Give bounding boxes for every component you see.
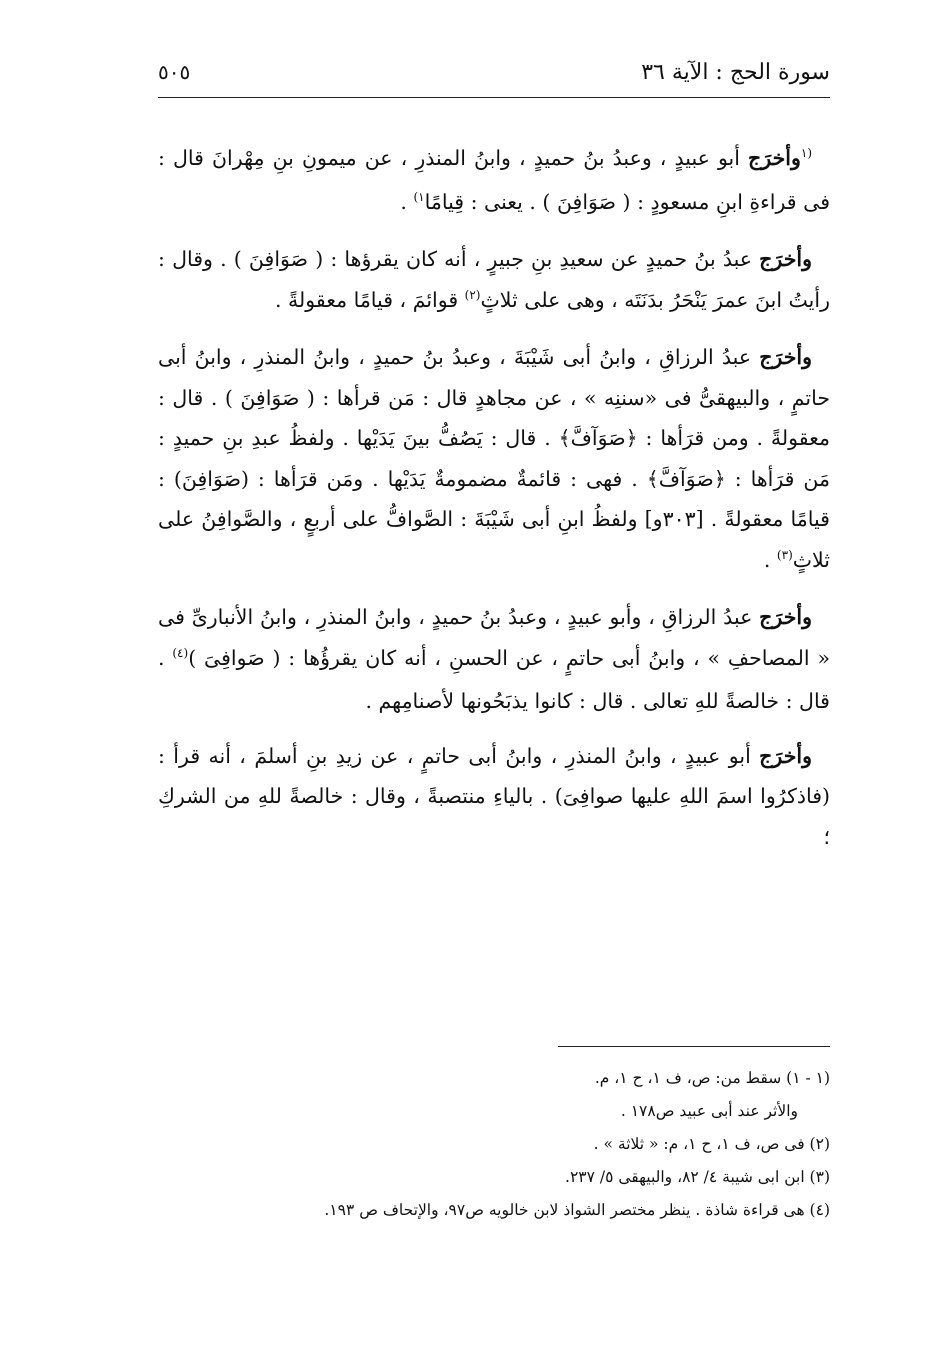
footnote-mark: (١ <box>800 146 812 160</box>
paragraph-tail: قوائمَ ، قيامًا معقولةً . <box>274 287 465 312</box>
paragraph-lead: وأخرَج <box>748 146 801 170</box>
footnote-rule <box>558 1046 830 1047</box>
footnote-mark: (٢) <box>464 287 481 302</box>
paragraph-tail: . <box>400 189 414 214</box>
paragraph-text: عبدُ الرزاقِ ، وابنُ أبى شَيْبَةَ ، وعبدُ بنُ حميدٍ ، وابنُ المنذرِ ، وابنُ أبى حاتمٍ ، والبيهقىُّ فى «سننِه » ، عن مجاهدٍ قال : مَن قرأها : ( صَوَافِنَ ) . قال : معقولةً . ومن قرَأها : ﴿صَوَآفَّ﴾ . قال : يَصُفُّ بينَ يَدَيْها . ولفظُ عبدِ بنِ حميدٍ : مَن قرَأها : ﴿صَوَآفَّ﴾ . فهى : قائمةٌ مضمومةٌ يَدَيْها . ومَن قرَأها : (صَوَافِنَ) : قيامًا معقولةً . [٣٠٣و] ولفظُ ابنِ أبى شَيْبَةَ : الصَّوافُّ على أربعٍ ، والصَّوافِنُ على ثلاثٍ <box>158 345 830 572</box>
paragraph <box>158 736 830 858</box>
paragraph-lead: وأخرَج <box>759 743 812 768</box>
book-page <box>158 52 830 1282</box>
paragraph-text: عبدُ بنُ حميدٍ عن سعيدِ بنِ جبيرٍ ، أنه كان يقرؤها : ( صَوَافِنَ ) . وقال : رأيتُ ابنَ عمرَ يَنْحَرُ بدَنَتَه ، وهى على ثلاثٍ <box>158 247 830 312</box>
paragraph-text: عبدُ الرزاقِ ، وأبو عبيدٍ ، وعبدُ بنُ حميدٍ ، وابنُ المنذرِ ، وابنُ الأنبارىِّ فى « المصاحفِ » ، وابنُ أبى حاتمٍ ، عن الحسنِ ، أنه كان يقرؤُها : ( صَوافِىَ ) <box>158 605 830 670</box>
paragraph-text: أبو عبيدٍ ، وابنُ المنذرِ ، وابنُ أبى حاتمٍ ، عن زيدِ بنِ أسلمَ ، أنه قرأ : (فاذكرُوا اسمَ اللهِ عليها صوافِىَ) . بالياءِ منتصبةً ، وقال : خالصةً للهِ من الشركِ ؛ <box>158 743 830 849</box>
paragraph <box>158 239 830 323</box>
footnote: (٣) ابن ابى شيبة ٤/ ٨٢، والبيهقى ٥/ ٢٣٧. <box>565 1168 830 1186</box>
footnotes <box>158 1062 830 1227</box>
footnote: (١ - ١) سقط من: ص، ف ١، ح ١، م. <box>594 1069 830 1087</box>
header-rule <box>158 97 830 98</box>
paragraph-lead: وأخرَج <box>759 345 812 369</box>
footnote-mark: ١) <box>413 189 425 204</box>
footnote: (٢) فى ص، ف ١، ح ١، م: « ثلاثة » . <box>593 1135 830 1153</box>
main-text <box>158 138 830 871</box>
paragraph-tail: . قال : خالصةً للهِ تعالى . قال : كانوا يذبَحُونها لأصنامِهم . <box>158 645 830 713</box>
footnote-mark: (٤) <box>172 645 189 660</box>
footnote: والأثر عند أبى عبيد ص١٧٨ . <box>620 1102 798 1120</box>
paragraph-tail: . <box>763 547 777 572</box>
paragraph <box>158 138 830 225</box>
paragraph-lead: وأخرَج <box>759 605 812 629</box>
paragraph-text: أبو عبيدٍ ، وعبدُ بنُ حميدٍ ، وابنُ المنذرِ ، عن ميمونِ بنِ مِهْرانَ قال : فى قراءةِ ابنِ مسعودٍ : ( صَوَافِنَ ) . يعنى : قِيامًا <box>158 146 830 214</box>
header-title: سورة الحج : الآية ٣٦ <box>641 59 830 85</box>
page-number: ٥٠٥ <box>158 60 191 84</box>
running-header <box>158 52 830 92</box>
paragraph <box>158 337 830 583</box>
paragraph-lead: وأخرَج <box>759 247 812 271</box>
footnote: (٤) هى قراءة شاذة . ينظر مختصر الشواذ لابن خالويه ص٩٧، والإتحاف ص ١٩٣. <box>324 1201 830 1219</box>
paragraph <box>158 597 830 722</box>
footnote-mark: (٣) <box>776 547 793 562</box>
